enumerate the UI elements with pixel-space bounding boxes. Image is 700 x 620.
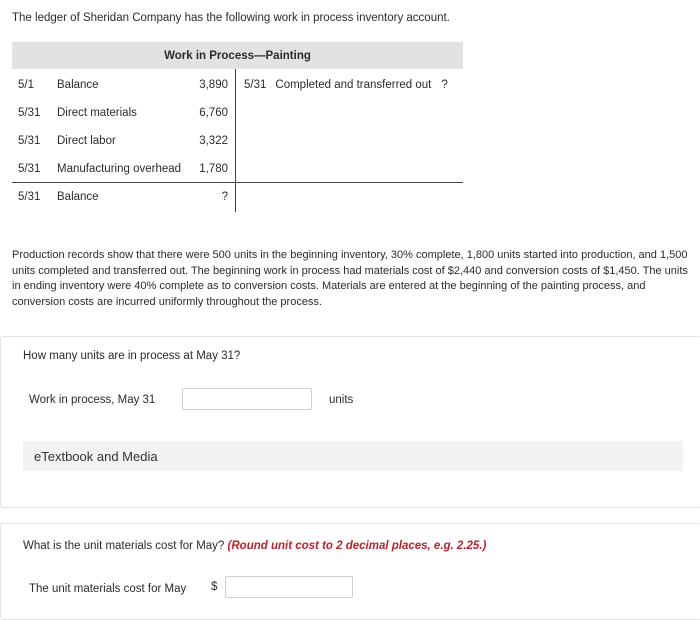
question-text: How many units are in process at May 31? xyxy=(23,350,241,362)
ledger-amount: 3,890 xyxy=(199,79,228,91)
intro-text: The ledger of Sheridan Company has the following work in process inventory account. xyxy=(12,12,450,24)
ledger-amount: ? xyxy=(441,79,448,91)
ledger-date: 5/31 xyxy=(244,79,267,91)
question-main-text: What is the unit materials cost for May? xyxy=(23,540,225,552)
question-panel-materials-cost xyxy=(0,523,700,620)
wip-units-input[interactable] xyxy=(182,388,312,410)
unit-materials-cost-input[interactable] xyxy=(225,576,353,598)
ledger-amount: 3,322 xyxy=(199,135,228,147)
t-account-title: Work in Process—Painting xyxy=(12,42,463,69)
ledger-debit-row xyxy=(12,135,236,149)
question-panel-units xyxy=(0,336,700,508)
ledger-amount: 1,780 xyxy=(199,163,228,175)
ledger-date: 5/31 xyxy=(18,163,41,175)
ledger-amount: 6,760 xyxy=(199,107,228,119)
ledger-date: 5/31 xyxy=(18,191,41,203)
ledger-description: Balance xyxy=(57,191,99,203)
answer-label: Work in process, May 31 xyxy=(29,394,156,406)
ledger-description: Balance xyxy=(57,79,99,91)
units-label: units xyxy=(329,394,354,406)
ledger-description: Completed and transferred out xyxy=(275,79,432,91)
ledger-credit-row xyxy=(244,79,448,91)
rounding-hint: (Round unit cost to 2 decimal places, e.g. 2.25.) xyxy=(227,540,487,552)
problem-description: Production records show that there were 500 units in the beginning inventory, 30% complete, 1,800 units started into production, and 1,500 units completed and transferred out. The beginning work in process had materials cost of $2,440 and conversion costs of $1,450. The units in ending inventory were 40% complete as to conversion costs. Materials are entered at the beginning of the painting process, and conversion costs are incurred uniformly throughout the process. xyxy=(12,249,688,308)
ledger-debit-row xyxy=(12,163,236,177)
question-text xyxy=(23,540,486,552)
answer-label: The unit materials cost for May xyxy=(29,583,187,595)
dollar-sign: $ xyxy=(211,581,218,593)
ledger-description: Direct materials xyxy=(57,107,137,119)
ledger-date: 5/1 xyxy=(18,79,34,91)
ledger-debit-row xyxy=(12,79,236,93)
t-account xyxy=(12,42,463,212)
ledger-debit-row xyxy=(12,107,236,121)
ledger-amount: ? xyxy=(221,191,228,203)
t-account-horizontal-rule xyxy=(12,182,463,183)
t-account-vertical-rule xyxy=(235,69,236,212)
ledger-debit-row xyxy=(12,191,236,205)
ledger-date: 5/31 xyxy=(18,135,41,147)
etextbook-media-button[interactable]: eTextbook and Media xyxy=(23,441,683,471)
ledger-date: 5/31 xyxy=(18,107,41,119)
ledger-description: Direct labor xyxy=(57,135,116,147)
ledger-description: Manufacturing overhead xyxy=(57,163,182,175)
